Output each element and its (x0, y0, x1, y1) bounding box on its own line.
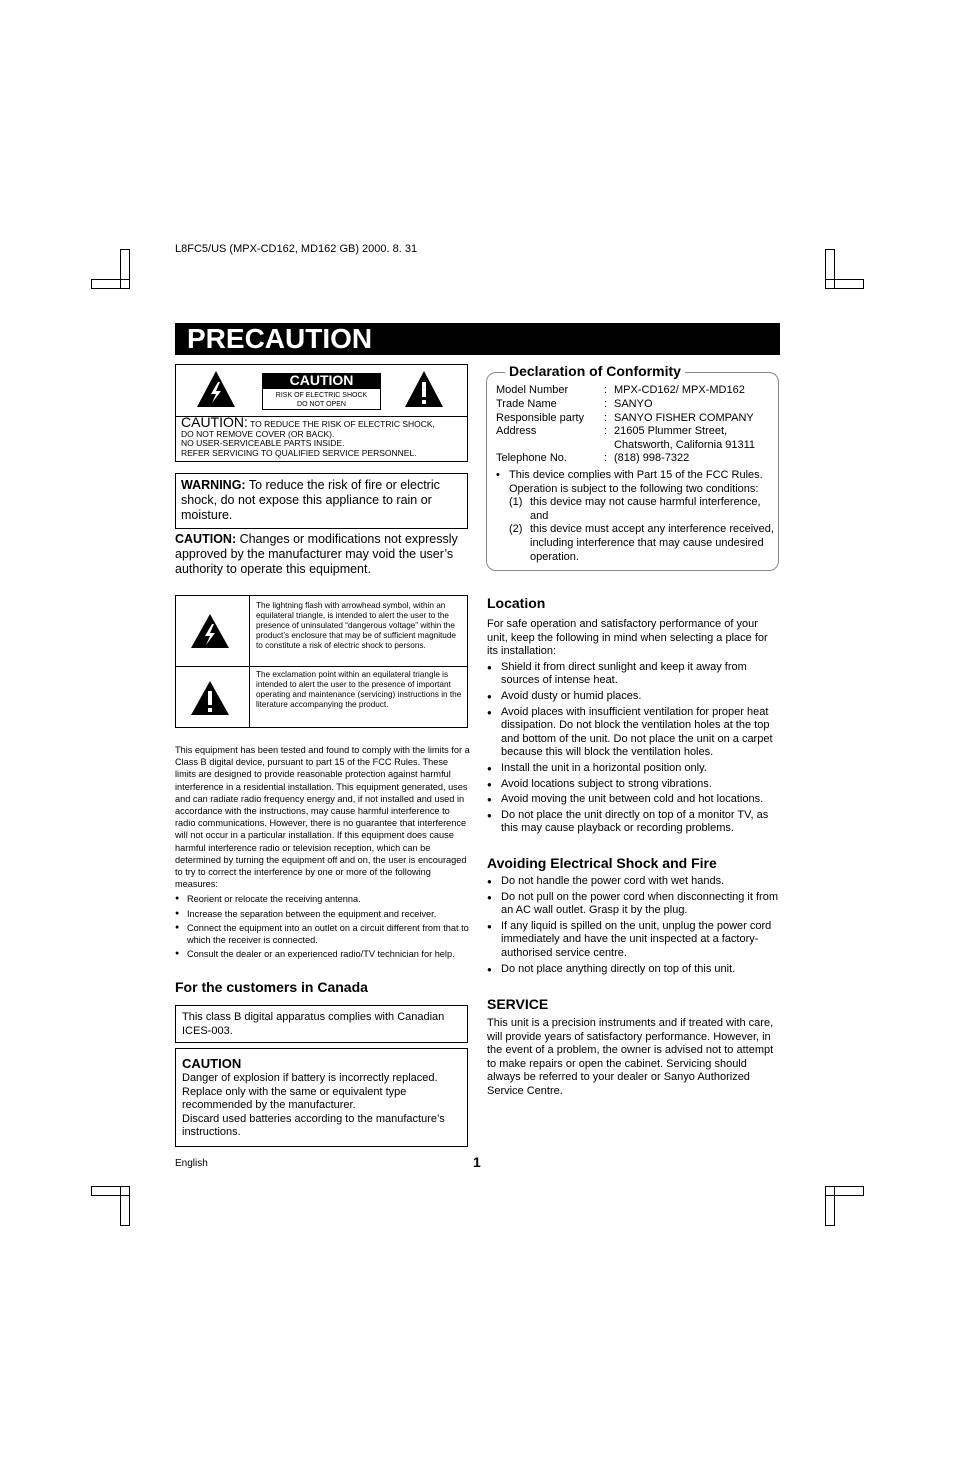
risk-label (262, 388, 381, 410)
fcc-paragraph: This equipment has been tested and found to comply with the limits for a Class B digital device, pursuant to part 15 of the FCC Rules. These limits are designed to provide reasonable protection against harmful interference in a residential installation. This equipment generated, uses and can radiate radio frequency energy and, if not installed and used in accordance with the instructions, may cause harmful interference to radio communications. However, there is no guarantee that interference will not occur in a particular installation. If this equipment does cause harmful interference radio or television reception, which can be determined by turning the equipment off and on, the user is encouraged to try to correct the interference by one or more of the following measures: (175, 745, 470, 890)
caution-line: TO REDUCE THE RISK OF ELECTRIC SHOCK, (247, 419, 435, 429)
row-key: Telephone No. (496, 452, 567, 464)
row-value: (818) 998-7322 (614, 452, 690, 464)
caution-label-box (175, 364, 468, 462)
row-colon: : (604, 452, 608, 464)
crop-mark (825, 249, 835, 250)
caution-line: DO NOT REMOVE COVER (OR BACK). (181, 428, 335, 439)
declaration-row (496, 425, 727, 439)
crop-mark (120, 1225, 130, 1226)
divider (249, 596, 250, 727)
crop-mark (91, 279, 92, 289)
row-key: Address (496, 425, 537, 437)
declaration-row (496, 412, 754, 426)
row-key: Responsible party (496, 412, 585, 424)
crop-mark (825, 279, 864, 280)
declaration-notes (496, 469, 774, 564)
crop-mark (129, 249, 130, 289)
service-heading: SERVICE (487, 996, 549, 1012)
bullet-icon: • (496, 469, 500, 481)
fcc-section (175, 744, 470, 960)
battery-caution-heading: CAUTION (182, 1056, 242, 1071)
declaration-row (496, 439, 755, 453)
list-item: ● Reorient or relocate the receiving antenna. (175, 893, 470, 905)
document-code: L8FC5/US (MPX-CD162, MD162 GB) 2000. 8. 31 (175, 243, 418, 255)
location-list (487, 661, 780, 836)
location-section (487, 595, 780, 836)
shock-heading: Avoiding Electrical Shock and Fire (487, 855, 717, 871)
crop-mark (120, 249, 121, 289)
list-item: ● Do not pull on the power cord when disconnecting it from an AC wall outlet. Grasp it by the plug. (487, 891, 780, 918)
crop-mark (129, 1186, 130, 1226)
crop-mark (863, 1186, 864, 1196)
exclamation-warning-icon (404, 370, 444, 408)
declaration-row (496, 452, 689, 466)
crop-mark (825, 1225, 835, 1226)
caution-mods-text: Changes or modifications not expressly approved by the manufacturer may void the user’s authority to operate this equipment. (175, 532, 458, 576)
caution-line: NO USER-SERVICEABLE PARTS INSIDE. (181, 438, 345, 448)
condition-text: this device must accept any interference received, including interference that may cause undesired operation. (530, 523, 774, 563)
symbol-explanation-box (175, 595, 468, 728)
lightning-explanation: The lightning flash with arrowhead symbol, within an equilateral triangle, is intended to alert the user to the presence of uninsulated “dangerous voltage” within the product’s enclosure that may be of sufficient magnitude to constitute a risk of electric shock to persons. (256, 601, 456, 650)
list-item: ● Do not place anything directly on top of this unit. (487, 963, 780, 977)
row-colon: : (604, 384, 608, 396)
location-heading: Location (487, 595, 546, 611)
page-number: 1 (473, 1154, 481, 1170)
list-item: ● Avoid dusty or humid places. (487, 690, 780, 704)
service-text: This unit is a precision instruments and if treated with care, will provide years of satisfactory performance. However, in the event of a problem, the owner is advised not to attempt to make repairs or open the cabinet. Servicing should always be referred to your dealer or Sanyo Authorized Service Centre. (487, 1017, 774, 1097)
list-item: ● Shield it from direct sunlight and keep it away from sources of intense heat. (487, 661, 780, 688)
declaration-note: This device complies with Part 15 of the FCC Rules. Operation is subject to the following two conditions: (509, 469, 763, 495)
row-colon: : (604, 425, 608, 437)
caution-line: REFER SERVICING TO QUALIFIED SERVICE PERSONNEL. (181, 447, 417, 458)
list-item: ● Install the unit in a horizontal position only. (487, 762, 780, 776)
row-key: Model Number (496, 384, 569, 396)
crop-mark (120, 249, 130, 250)
crop-mark (825, 249, 826, 289)
row-colon: : (604, 398, 608, 410)
crop-mark (91, 1186, 129, 1187)
lightning-warning-icon (190, 613, 230, 649)
list-item: ● Avoid places with insufficient ventilation for proper heat dissipation. Do not block the ventilation holes at the top and bottom of the unit. Do not place the unit on a carpet because this will block the ventilation holes. (487, 706, 780, 760)
warning-label: WARNING: (181, 478, 246, 492)
condition-number: (2) (509, 523, 523, 536)
lightning-warning-icon (196, 370, 236, 408)
list-item: ● Increase the separation between the equipment and receiver. (175, 908, 470, 920)
risk-line: DO NOT OPEN (297, 401, 346, 408)
crop-mark (825, 1186, 864, 1187)
canada-text: This class B digital apparatus complies with Canadian ICES-003. (182, 1011, 445, 1037)
crop-mark (120, 1186, 121, 1226)
service-section (487, 996, 780, 1099)
row-value: MPX-CD162/ MPX-MD162 (614, 384, 745, 396)
crop-mark (91, 279, 129, 280)
risk-line: RISK OF ELECTRIC SHOCK (275, 392, 368, 399)
crop-mark (834, 249, 835, 289)
page-title: PRECAUTION (175, 323, 780, 355)
crop-mark (825, 1195, 864, 1196)
warning-box (175, 473, 468, 529)
list-item: ● If any liquid is spilled on the unit, unplug the power cord immediately and have the unit inspected at a factory-authorised service centre. (487, 920, 780, 961)
caution-big-label: CAUTION: (181, 414, 248, 430)
row-key: Trade Name (496, 398, 557, 410)
list-item: ● Consult the dealer or an experienced radio/TV technician for help. (175, 948, 470, 960)
list-item: ● Do not handle the power cord with wet hands. (487, 875, 780, 889)
shock-section (487, 855, 780, 976)
list-item: ● Avoid moving the unit between cold and hot locations. (487, 793, 780, 807)
row-colon: : (604, 412, 608, 424)
row-value: SANYO (614, 398, 653, 410)
caution-tag: CAUTION (262, 373, 381, 388)
row-value: SANYO FISHER COMPANY (614, 412, 754, 424)
caution-mods-label: CAUTION: (175, 532, 237, 546)
condition-number: (1) (509, 496, 523, 509)
caution-label-text (181, 414, 463, 458)
declaration-of-conformity-box (486, 363, 779, 571)
crop-mark (834, 1186, 835, 1226)
battery-caution-text: Danger of explosion if battery is incorrectly replaced. Replace only with the same or equivalent type recommended by the manufacturer. (182, 1072, 438, 1112)
row-value: 21605 Plummer Street, (614, 425, 728, 437)
row-value: Chatsworth, California 91311 (614, 439, 756, 451)
fcc-measures-list (175, 893, 470, 960)
battery-caution-box (175, 1048, 468, 1147)
list-item: ● Do not place the unit directly on top of a monitor TV, as this may cause playback or recording problems. (487, 809, 780, 836)
divider (176, 666, 467, 667)
shock-list (487, 875, 780, 976)
crop-mark (863, 279, 864, 289)
declaration-row (496, 398, 653, 412)
warning-text: To reduce the risk of fire or electric shock, do not expose this appliance to rain or moisture. (181, 478, 440, 522)
crop-mark (825, 288, 864, 289)
caution-modifications (175, 532, 468, 577)
declaration-title: Declaration of Conformity (505, 363, 685, 379)
declaration-row (496, 384, 745, 398)
canada-heading: For the customers in Canada (175, 979, 368, 995)
condition-text: this device may not cause harmful interference, and (530, 496, 761, 522)
crop-mark (91, 288, 129, 289)
list-item: ● Connect the equipment into an outlet on a circuit different from that to which the receiver is connected. (175, 922, 470, 946)
exclamation-explanation: The exclamation point within an equilateral triangle is intended to alert the user to the presence of important operating and maintenance (servicing) instructions in the literature accompanying the product. (256, 670, 462, 709)
exclamation-warning-icon (190, 680, 230, 716)
crop-mark (91, 1195, 129, 1196)
battery-caution-text: Discard used batteries according to the manufacture’s instructions. (182, 1112, 445, 1139)
footer-language: English (175, 1158, 208, 1169)
canada-box (175, 1005, 468, 1043)
location-intro: For safe operation and satisfactory performance of your unit, keep the following in mind when selecting a place for its installation: (487, 618, 768, 658)
list-item: ● Avoid locations subject to strong vibrations. (487, 778, 780, 792)
crop-mark (91, 1186, 92, 1196)
crop-mark (825, 1186, 826, 1226)
